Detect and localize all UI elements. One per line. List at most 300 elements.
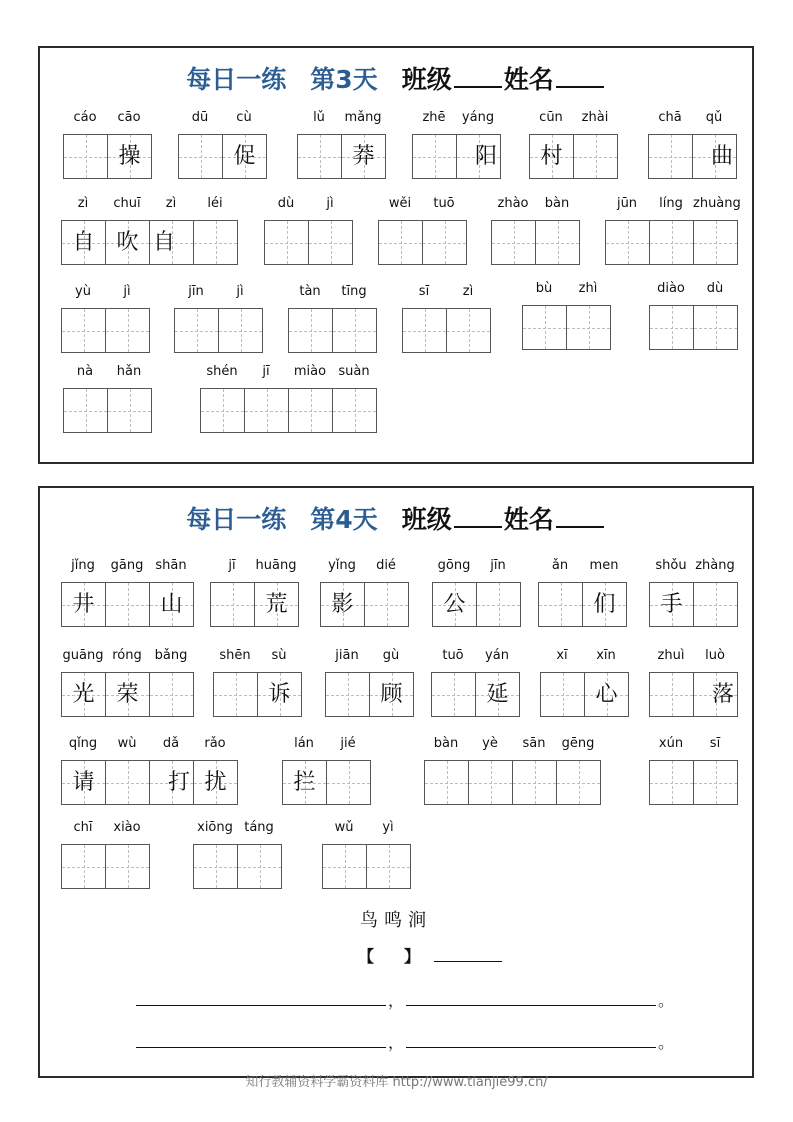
pinyin-row [540, 648, 629, 666]
tianzige-cell[interactable] [694, 221, 737, 264]
tianzige-cell[interactable] [477, 583, 520, 626]
tianzige-cell[interactable] [245, 389, 289, 432]
word-group [424, 736, 601, 805]
tianzige-cell[interactable] [175, 309, 219, 352]
word-group [210, 558, 299, 627]
tianzige-cell[interactable] [64, 389, 108, 432]
tianzige-box-row [61, 844, 150, 889]
pinyin-syllable: zhào [497, 196, 529, 211]
tianzige-cell[interactable] [64, 135, 108, 178]
tianzige-cell[interactable] [265, 221, 309, 264]
pinyin-syllable: zhē [422, 110, 446, 125]
pinyin-syllable: miào [293, 364, 327, 379]
pinyin-syllable: táng [244, 820, 274, 835]
tianzige-cell[interactable] [211, 583, 255, 626]
pinyin-syllable: qǐng [68, 736, 98, 751]
pinyin-syllable: chī [73, 820, 93, 835]
pinyin-syllable: yè [482, 736, 498, 751]
tianzige-cell[interactable] [513, 761, 557, 804]
given-character: 曲 [710, 143, 733, 169]
tianzige-cell[interactable] [585, 673, 628, 716]
tianzige-cell[interactable] [650, 673, 694, 716]
tianzige-cell[interactable] [321, 583, 365, 626]
tianzige-cell[interactable] [694, 761, 737, 804]
pinyin-row [320, 558, 409, 576]
given-character: 打 [167, 769, 190, 795]
given-character: 请 [72, 769, 95, 795]
day3-title [40, 60, 752, 96]
word-group [402, 284, 491, 353]
tianzige-cell[interactable] [309, 221, 352, 264]
pinyin-syllable: sī [709, 736, 721, 751]
pinyin-syllable: xīn [596, 648, 616, 663]
word-group [200, 364, 377, 433]
tianzige-cell[interactable] [150, 221, 194, 264]
pinyin-syllable: jǐng [71, 558, 95, 573]
pinyin-syllable: mǎng [344, 110, 382, 125]
pinyin-syllable: zhài [581, 110, 609, 125]
tianzige-cell[interactable] [255, 583, 298, 626]
word-group [61, 196, 238, 265]
given-character: 促 [233, 143, 256, 169]
given-character: 荣 [116, 681, 139, 707]
word-group [61, 648, 194, 717]
footer-watermark: 知行教辅资料学霸资料库 http://www.tianjie99.cn/ [245, 1075, 548, 1090]
tianzige-box-row [63, 388, 152, 433]
pinyin-row [522, 281, 611, 299]
pinyin-syllable: jīn [188, 284, 204, 299]
word-group [288, 284, 377, 353]
given-character: 公 [443, 591, 466, 617]
pinyin-syllable: léi [207, 196, 223, 211]
poem-line-2 [136, 1030, 676, 1053]
word-group [605, 196, 741, 265]
given-character: 莽 [352, 143, 375, 169]
tianzige-cell[interactable] [258, 673, 301, 716]
word-group [61, 284, 150, 353]
pinyin-syllable: yù [75, 284, 91, 299]
pinyin-syllable: rǎo [204, 736, 226, 751]
tianzige-cell[interactable] [403, 309, 447, 352]
pinyin-syllable: ǎn [551, 558, 569, 573]
pinyin-syllable: dù [277, 196, 295, 211]
pinyin-row [649, 736, 738, 754]
tianzige-cell[interactable] [62, 761, 106, 804]
pinyin-syllable: lǔ [313, 110, 325, 125]
tianzige-cell[interactable] [574, 135, 617, 178]
tianzige-box-row [529, 134, 618, 179]
pinyin-row [178, 110, 267, 128]
word-group [538, 558, 627, 627]
given-character: 阳 [474, 143, 497, 169]
pinyin-row [605, 196, 741, 214]
tianzige-cell[interactable] [333, 389, 376, 432]
pinyin-row [193, 820, 282, 838]
word-group [61, 820, 150, 889]
tianzige-cell[interactable] [557, 761, 600, 804]
pinyin-syllable: gōng [437, 558, 471, 573]
pinyin-syllable: shēn [219, 648, 251, 663]
tianzige-cell[interactable] [106, 309, 149, 352]
tianzige-cell[interactable] [447, 309, 490, 352]
tianzige-cell[interactable] [194, 761, 237, 804]
pinyin-row [61, 196, 238, 214]
tianzige-cell[interactable] [62, 583, 106, 626]
tianzige-cell[interactable] [62, 221, 106, 264]
given-character: 诉 [268, 681, 291, 707]
pinyin-row [297, 110, 386, 128]
word-group [297, 110, 386, 179]
word-group [378, 196, 467, 265]
tianzige-cell[interactable] [650, 583, 694, 626]
pinyin-row [529, 110, 618, 128]
tianzige-box-row [297, 134, 386, 179]
pinyin-syllable: wù [117, 736, 137, 751]
pinyin-row [538, 558, 627, 576]
pinyin-syllable: zhuàng [693, 196, 741, 211]
pinyin-syllable: zì [77, 196, 89, 211]
tianzige-cell[interactable] [541, 673, 585, 716]
given-character: 们 [593, 591, 616, 617]
pinyin-syllable: chā [658, 110, 682, 125]
tianzige-cell[interactable] [413, 135, 457, 178]
tianzige-cell[interactable] [583, 583, 626, 626]
given-character: 井 [72, 591, 95, 617]
tianzige-cell[interactable] [298, 135, 342, 178]
tianzige-box-row [649, 305, 738, 350]
tianzige-cell[interactable] [530, 135, 574, 178]
pinyin-row [63, 110, 152, 128]
given-character: 扰 [204, 769, 227, 795]
tianzige-cell[interactable] [333, 309, 376, 352]
tianzige-cell[interactable] [194, 845, 238, 888]
tianzige-cell[interactable] [694, 306, 737, 349]
given-character: 延 [486, 681, 509, 707]
given-character: 操 [118, 143, 141, 169]
tianzige-box-row [378, 220, 467, 265]
word-group [491, 196, 580, 265]
word-group [431, 648, 520, 717]
tianzige-cell[interactable] [62, 673, 106, 716]
tianzige-cell[interactable] [106, 583, 150, 626]
tianzige-cell[interactable] [342, 135, 385, 178]
tianzige-box-row [61, 582, 194, 627]
pinyin-syllable: wěi [388, 196, 412, 211]
pinyin-syllable: shān [155, 558, 187, 573]
tianzige-cell[interactable] [365, 583, 408, 626]
word-group [61, 736, 238, 805]
pinyin-row [210, 558, 299, 576]
poem-period-1: 。 [657, 991, 674, 1010]
tianzige-cell[interactable] [108, 135, 151, 178]
day3-name-label: 姓名 [503, 65, 554, 94]
pinyin-syllable: zhì [578, 281, 598, 296]
tianzige-cell[interactable] [106, 673, 150, 716]
pinyin-syllable: lán [294, 736, 314, 751]
pinyin-syllable: dù [706, 281, 724, 296]
author-answer-blank[interactable] [434, 947, 502, 962]
pinyin-syllable: yǐng [328, 558, 356, 573]
word-group [649, 648, 738, 717]
tianzige-box-row [649, 760, 738, 805]
pinyin-syllable: tīng [341, 284, 367, 299]
pinyin-syllable: suàn [338, 364, 370, 379]
given-character: 山 [160, 591, 183, 617]
pinyin-syllable: sān [522, 736, 546, 751]
word-group [213, 648, 302, 717]
tianzige-box-row [282, 760, 371, 805]
pinyin-syllable: dǎ [162, 736, 180, 751]
pinyin-row [648, 110, 737, 128]
pinyin-row [213, 648, 302, 666]
pinyin-syllable: zhuì [657, 648, 685, 663]
pinyin-syllable: jì [326, 196, 334, 211]
tianzige-box-row [424, 760, 601, 805]
tianzige-cell[interactable] [432, 673, 476, 716]
pinyin-row [63, 364, 152, 382]
tianzige-box-row [174, 308, 263, 353]
poem-period-2: 。 [657, 1033, 674, 1052]
tianzige-cell[interactable] [214, 673, 258, 716]
word-group [61, 558, 194, 627]
tianzige-box-row [61, 308, 150, 353]
pinyin-syllable: shǒu [655, 558, 687, 573]
poem-blank-3[interactable] [136, 1033, 386, 1048]
pinyin-syllable: jì [236, 284, 244, 299]
tianzige-cell[interactable] [694, 583, 737, 626]
day4-class-label: 班级 [401, 505, 452, 534]
tianzige-box-row [264, 220, 353, 265]
pinyin-syllable: yáng [461, 110, 495, 125]
tianzige-cell[interactable] [326, 673, 370, 716]
pinyin-syllable: tuō [442, 648, 464, 663]
tianzige-cell[interactable] [650, 221, 694, 264]
tianzige-cell[interactable] [289, 309, 333, 352]
pinyin-syllable: líng [659, 196, 683, 211]
pinyin-row [61, 558, 194, 576]
word-group [174, 284, 263, 353]
pinyin-row [61, 284, 150, 302]
tianzige-cell[interactable] [106, 221, 150, 264]
pinyin-row [174, 284, 263, 302]
pinyin-row [61, 736, 238, 754]
poem-blank-1[interactable] [136, 991, 386, 1006]
pinyin-syllable: sī [418, 284, 430, 299]
tianzige-cell[interactable] [539, 583, 583, 626]
poem-blank-2[interactable] [406, 991, 656, 1006]
pinyin-syllable: gù [382, 648, 400, 663]
given-character: 落 [711, 681, 734, 707]
given-character: 吹 [116, 229, 139, 255]
tianzige-cell[interactable] [323, 845, 367, 888]
pinyin-syllable: sù [271, 648, 287, 663]
tianzige-cell[interactable] [567, 306, 610, 349]
day4-title [40, 500, 752, 536]
tianzige-box-row [210, 582, 299, 627]
tianzige-box-row [61, 760, 238, 805]
pinyin-row [325, 648, 414, 666]
tianzige-box-row [213, 672, 302, 717]
tianzige-cell[interactable] [457, 135, 500, 178]
tianzige-cell[interactable] [106, 845, 149, 888]
given-character: 心 [595, 681, 618, 707]
tianzige-box-row [648, 134, 737, 179]
tianzige-cell[interactable] [219, 309, 262, 352]
pinyin-syllable: chuī [113, 196, 141, 211]
given-character: 光 [72, 681, 95, 707]
word-group [649, 281, 738, 350]
word-group [540, 648, 629, 717]
tianzige-box-row [200, 388, 377, 433]
pinyin-syllable: bù [535, 281, 553, 296]
pinyin-syllable: jī [262, 364, 270, 379]
pinyin-row [431, 648, 520, 666]
word-group [282, 736, 371, 805]
pinyin-syllable: jī [228, 558, 236, 573]
tianzige-cell[interactable] [194, 221, 237, 264]
pinyin-syllable: tuō [433, 196, 455, 211]
tianzige-cell[interactable] [476, 673, 519, 716]
tianzige-cell[interactable] [150, 761, 194, 804]
tianzige-box-row [538, 582, 627, 627]
tianzige-cell[interactable] [108, 389, 151, 432]
pinyin-syllable: cāo [117, 110, 141, 125]
tianzige-box-row [522, 305, 611, 350]
poem-author-line [358, 944, 502, 967]
poem-line-1 [136, 988, 676, 1011]
pinyin-syllable: men [589, 558, 619, 573]
tianzige-cell[interactable] [650, 761, 694, 804]
pinyin-syllable: cù [236, 110, 252, 125]
tianzige-cell[interactable] [238, 845, 281, 888]
pinyin-syllable: gāng [110, 558, 144, 573]
tianzige-cell[interactable] [150, 583, 193, 626]
given-character: 手 [660, 591, 683, 617]
pinyin-syllable: luò [705, 648, 725, 663]
word-group [325, 648, 414, 717]
tianzige-cell[interactable] [433, 583, 477, 626]
pinyin-syllable: yì [382, 820, 394, 835]
pinyin-syllable: shén [206, 364, 238, 379]
tianzige-cell[interactable] [62, 845, 106, 888]
pinyin-syllable: xún [658, 736, 684, 751]
word-group [412, 110, 501, 179]
pinyin-syllable: tàn [299, 284, 321, 299]
tianzige-cell[interactable] [289, 389, 333, 432]
tianzige-cell[interactable] [523, 306, 567, 349]
given-character: 自 [72, 229, 95, 255]
tianzige-cell[interactable] [379, 221, 423, 264]
word-group [648, 110, 737, 179]
pinyin-row [288, 284, 377, 302]
tianzige-cell[interactable] [327, 761, 370, 804]
tianzige-cell[interactable] [150, 673, 193, 716]
tianzige-cell[interactable] [606, 221, 650, 264]
tianzige-cell[interactable] [367, 845, 410, 888]
pinyin-syllable: xiào [113, 820, 141, 835]
word-group [178, 110, 267, 179]
day3-name-blank[interactable] [556, 66, 604, 88]
tianzige-cell[interactable] [694, 673, 737, 716]
pinyin-syllable: diào [657, 281, 685, 296]
given-character: 村 [540, 143, 563, 169]
tianzige-cell[interactable] [469, 761, 513, 804]
day4-daily-label: 每日一练 [186, 505, 287, 534]
pinyin-syllable: dū [191, 110, 209, 125]
pinyin-syllable: jiān [335, 648, 359, 663]
tianzige-cell[interactable] [223, 135, 266, 178]
tianzige-cell[interactable] [693, 135, 736, 178]
pinyin-row [200, 364, 377, 382]
tianzige-cell[interactable] [370, 673, 413, 716]
pinyin-syllable: zhàng [695, 558, 735, 573]
word-group [529, 110, 618, 179]
pinyin-row [412, 110, 501, 128]
pinyin-syllable: xiōng [197, 820, 233, 835]
tianzige-cell[interactable] [179, 135, 223, 178]
tianzige-cell[interactable] [283, 761, 327, 804]
pinyin-syllable: guāng [62, 648, 104, 663]
pinyin-syllable: zì [462, 284, 474, 299]
given-character: 顾 [380, 681, 403, 707]
tianzige-cell[interactable] [650, 306, 694, 349]
pinyin-row [282, 736, 371, 754]
tianzige-cell[interactable] [423, 221, 466, 264]
given-character: 自 [153, 229, 176, 255]
poem-title: 鸟鸣涧 [360, 910, 432, 931]
tianzige-cell[interactable] [425, 761, 469, 804]
tianzige-box-row [431, 672, 520, 717]
tianzige-cell[interactable] [201, 389, 245, 432]
tianzige-box-row [178, 134, 267, 179]
tianzige-cell[interactable] [62, 309, 106, 352]
day4-name-label: 姓名 [503, 505, 554, 534]
poem-blank-4[interactable] [406, 1033, 656, 1048]
day4-worksheet [38, 486, 754, 1078]
tianzige-box-row [63, 134, 152, 179]
day4-name-blank[interactable] [556, 506, 604, 528]
word-group [264, 196, 353, 265]
pinyin-row [432, 558, 521, 576]
author-bracket-close: 】 [404, 947, 421, 966]
pinyin-row [322, 820, 411, 838]
given-character: 拦 [293, 769, 316, 795]
day3-worksheet [38, 46, 754, 464]
word-group [193, 820, 282, 889]
word-group [63, 364, 152, 433]
word-group [320, 558, 409, 627]
poem-comma-2: ， [387, 1033, 404, 1052]
given-character: 荒 [265, 591, 288, 617]
pinyin-syllable: bàn [544, 196, 570, 211]
tianzige-cell[interactable] [649, 135, 693, 178]
tianzige-cell[interactable] [106, 761, 150, 804]
pinyin-syllable: yán [485, 648, 509, 663]
pinyin-syllable: huāng [255, 558, 297, 573]
pinyin-syllable: cáo [73, 110, 97, 125]
tianzige-cell[interactable] [536, 221, 579, 264]
pinyin-row [649, 648, 738, 666]
day4-day-label: 第4天 [310, 505, 378, 534]
tianzige-box-row [402, 308, 491, 353]
pinyin-row [491, 196, 580, 214]
day4-class-blank[interactable] [454, 506, 502, 528]
tianzige-cell[interactable] [492, 221, 536, 264]
pinyin-syllable: nà [76, 364, 94, 379]
pinyin-syllable: jì [123, 284, 131, 299]
day3-class-blank[interactable] [454, 66, 502, 88]
pinyin-row [61, 820, 150, 838]
